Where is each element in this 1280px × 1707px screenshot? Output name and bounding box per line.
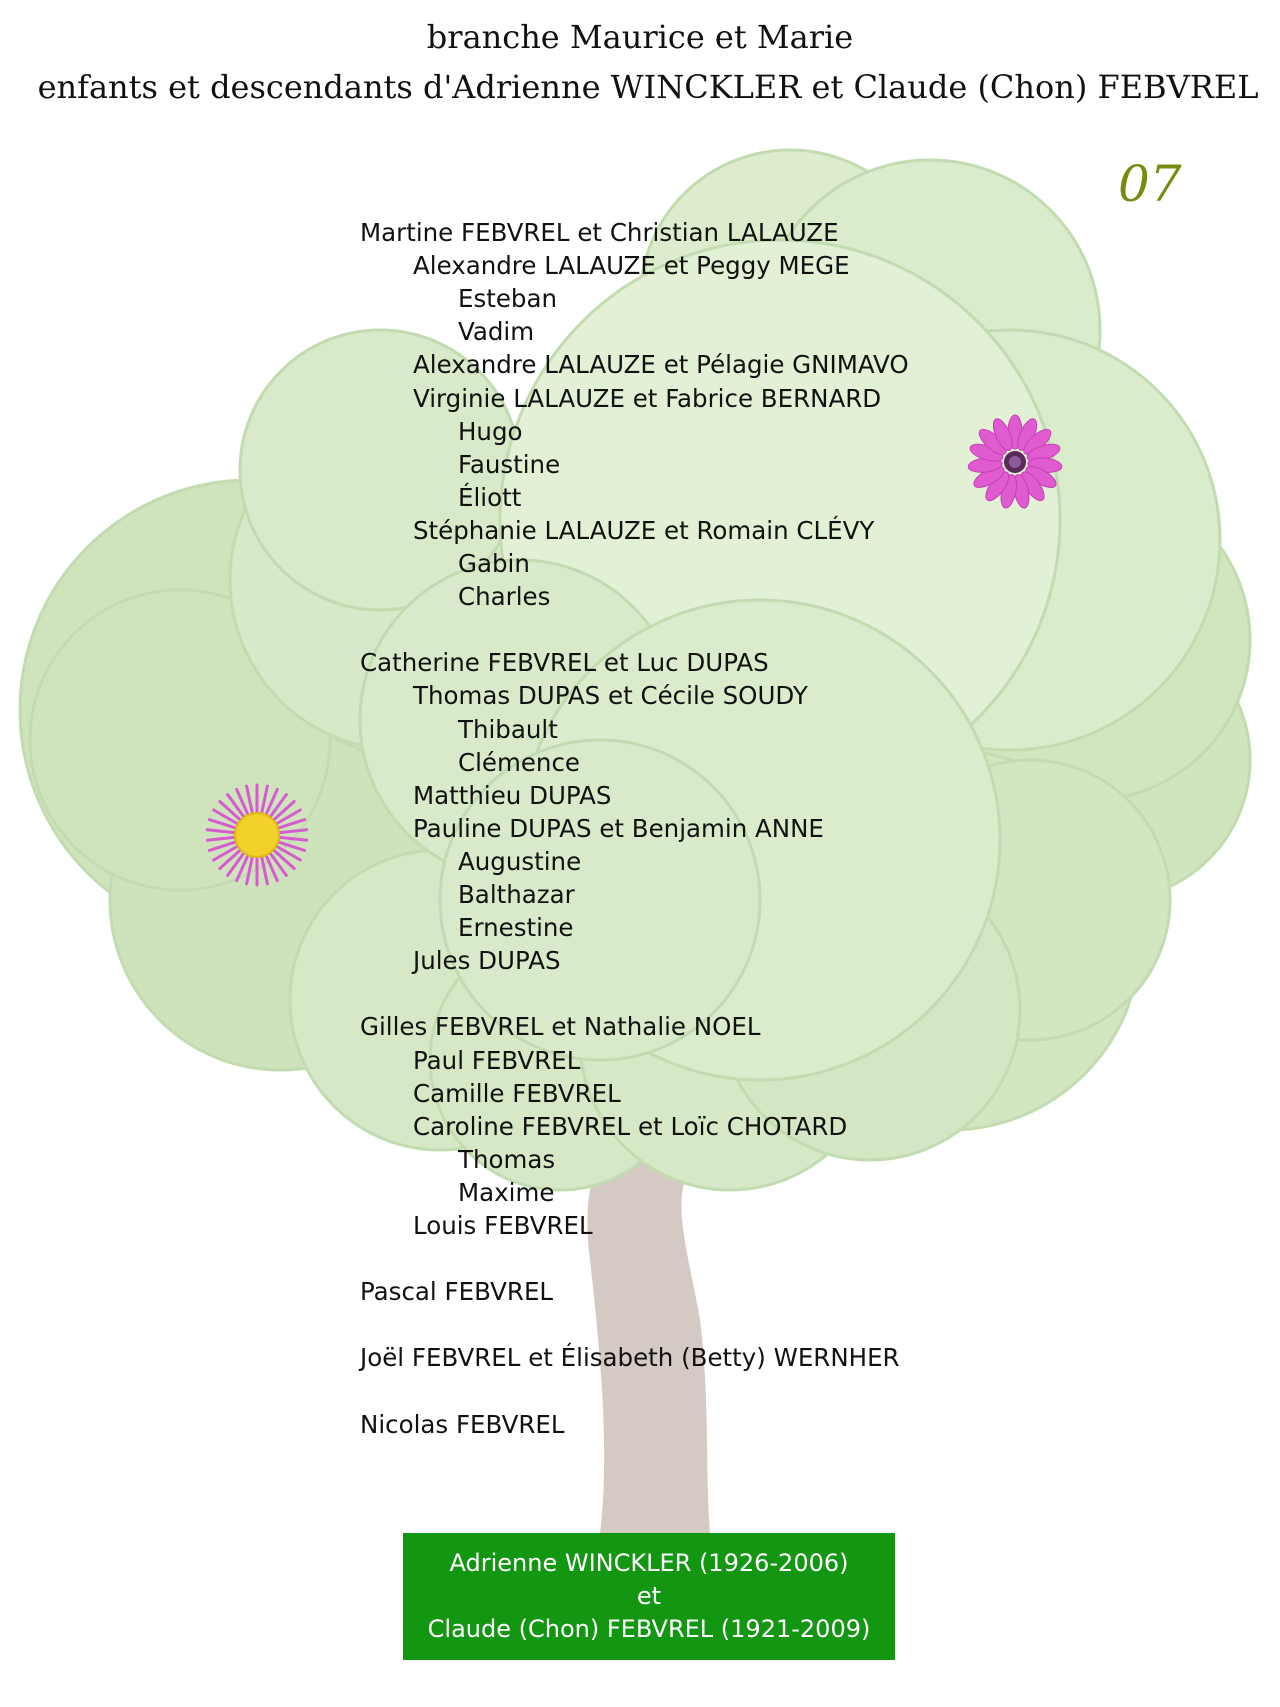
grandchild-entry: Thibault (458, 714, 558, 744)
couple-entry: Pascal FEBVREL (360, 1277, 554, 1307)
child-entry: Virginie LALAUZE et Fabrice BERNARD (413, 383, 882, 413)
grandchild-entry: Vadim (458, 317, 535, 347)
grandchild-entry: Maxime (458, 1177, 555, 1207)
child-entry: Louis FEBVREL (413, 1211, 593, 1240)
child-entry: Thomas DUPAS et Cécile SOUDY (413, 681, 808, 711)
couple-entry: Martine FEBVREL et Christian LALAUZE (360, 218, 839, 247)
root-line-3: Claude (Chon) FEBVREL (1921-2009) (427, 1615, 871, 1643)
child-entry: Pauline DUPAS et Benjamin ANNE (413, 813, 824, 843)
root-line-2: et (636, 1582, 662, 1610)
child-entry: Camille FEBVREL (413, 1078, 621, 1108)
root-couple-box (403, 1533, 895, 1660)
couple-entry: Catherine FEBVREL et Luc DUPAS (360, 648, 769, 678)
child-entry: Matthieu DUPAS (413, 780, 612, 810)
title-line-1: branche Maurice et Marie (426, 18, 854, 56)
grandchild-entry: Balthazar (458, 880, 575, 909)
grandchild-entry: Clémence (458, 747, 580, 777)
title-line-2: enfants et descendants d'Adrienne WINCKLER et Claude (Chon) FEBVREL (37, 68, 1259, 106)
grandchild-entry: Augustine (458, 846, 582, 876)
grandchild-entry: Éliott (458, 482, 522, 512)
grandchild-entry: Gabin (458, 549, 530, 578)
couple-entry: Joël FEBVREL et Élisabeth (Betty) WERNHER (360, 1343, 900, 1373)
root-line-1: Adrienne WINCKLER (1926-2006) (449, 1549, 849, 1577)
child-entry: Paul FEBVREL (413, 1045, 581, 1075)
child-entry: Alexandre LALAUZE et Peggy MEGE (413, 251, 850, 281)
child-entry: Alexandre LALAUZE et Pélagie GNIMAVO (413, 350, 909, 380)
couple-entry: Gilles FEBVREL et Nathalie NOEL (360, 1012, 761, 1042)
child-entry: Caroline FEBVREL et Loïc CHOTARD (413, 1111, 848, 1141)
child-entry: Jules DUPAS (413, 946, 561, 976)
grandchild-entry: Hugo (458, 416, 523, 446)
couple-entry: Nicolas FEBVREL (360, 1409, 565, 1439)
page-number: 07 (1118, 155, 1182, 213)
child-entry: Stéphanie LALAUZE et Romain CLÉVY (413, 515, 875, 545)
grandchild-entry: Faustine (458, 449, 561, 479)
grandchild-entry: Ernestine (458, 913, 574, 943)
grandchild-entry: Thomas (458, 1144, 556, 1174)
grandchild-entry: Charles (458, 582, 551, 612)
grandchild-entry: Esteban (458, 284, 558, 314)
